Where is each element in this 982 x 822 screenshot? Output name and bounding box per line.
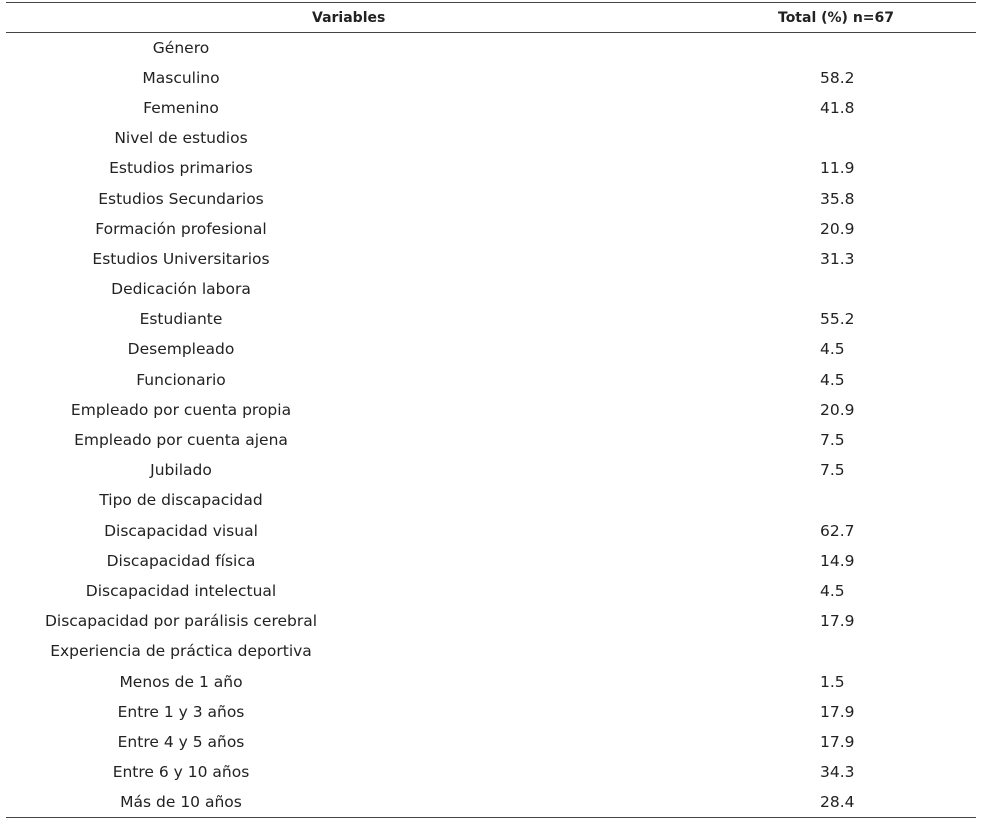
table-row bbox=[6, 274, 976, 304]
table-row bbox=[6, 787, 976, 817]
header-row bbox=[6, 3, 976, 33]
table-row bbox=[6, 33, 976, 63]
total-percent-cell: 17.9 bbox=[820, 732, 855, 751]
total-percent-cell: 20.9 bbox=[820, 219, 855, 238]
table-row bbox=[6, 334, 976, 364]
variable-label: Entre 4 y 5 años bbox=[117, 732, 245, 751]
total-percent-cell bbox=[698, 485, 976, 515]
table-row bbox=[6, 606, 976, 636]
total-percent-cell: 28.4 bbox=[698, 787, 976, 817]
table-row bbox=[6, 244, 976, 274]
table-row bbox=[6, 576, 976, 606]
total-percent-cell: 31.3 bbox=[820, 249, 855, 268]
table-row bbox=[6, 214, 976, 244]
variable-label: Jubilado bbox=[150, 461, 212, 480]
category-label: Dedicación labora bbox=[111, 280, 251, 299]
total-percent-cell bbox=[698, 636, 976, 666]
variable-label: Estudios Secundarios bbox=[98, 189, 264, 208]
header-total: Total (%) n=67 bbox=[698, 3, 976, 33]
table-row bbox=[6, 485, 976, 515]
total-percent-cell bbox=[698, 123, 976, 153]
variable-label: Discapacidad intelectual bbox=[85, 581, 277, 600]
table-row bbox=[6, 757, 976, 787]
table-row bbox=[6, 697, 976, 727]
variable-label: Desempleado bbox=[127, 340, 235, 359]
category-label: Género bbox=[152, 38, 210, 57]
table-row bbox=[6, 636, 976, 666]
variable-label: Más de 10 años bbox=[6, 787, 698, 817]
table-row bbox=[6, 727, 976, 757]
table-row bbox=[6, 365, 976, 395]
total-percent-cell: 20.9 bbox=[820, 400, 855, 419]
table-row bbox=[6, 93, 976, 123]
variable-label: Empleado por cuenta ajena bbox=[74, 431, 288, 450]
variable-label: Entre 6 y 10 años bbox=[112, 763, 250, 782]
total-percent-cell: 58.2 bbox=[820, 68, 855, 87]
variable-label: Estudiante bbox=[139, 310, 223, 329]
table-row bbox=[6, 304, 976, 334]
variable-label: Menos de 1 año bbox=[119, 672, 243, 691]
table-row bbox=[6, 395, 976, 425]
variable-label: Discapacidad visual bbox=[104, 521, 258, 540]
total-percent-cell: 11.9 bbox=[820, 159, 855, 178]
total-percent-cell: 14.9 bbox=[820, 551, 855, 570]
category-label: Experiencia de práctica deportiva bbox=[50, 642, 312, 661]
total-percent-cell bbox=[698, 33, 976, 63]
variable-label: Funcionario bbox=[136, 370, 226, 389]
total-percent-cell: 4.5 bbox=[820, 370, 845, 389]
total-percent-cell: 17.9 bbox=[820, 612, 855, 631]
variable-label: Estudios Universitarios bbox=[92, 249, 270, 268]
demographics-table-container bbox=[6, 0, 976, 818]
category-label: Nivel de estudios bbox=[114, 129, 248, 148]
table-row bbox=[6, 516, 976, 546]
variable-label: Discapacidad por parálisis cerebral bbox=[44, 612, 318, 631]
total-percent-cell: 4.5 bbox=[820, 340, 845, 359]
variable-label: Empleado por cuenta propia bbox=[70, 400, 292, 419]
total-percent-cell: 34.3 bbox=[820, 763, 855, 782]
demographics-table bbox=[6, 2, 976, 818]
table-row bbox=[6, 425, 976, 455]
total-percent-cell: 7.5 bbox=[820, 431, 845, 450]
total-percent-cell: 4.5 bbox=[820, 581, 845, 600]
total-percent-cell: 62.7 bbox=[820, 521, 855, 540]
variable-label: Femenino bbox=[143, 98, 219, 117]
table-body bbox=[6, 33, 976, 818]
category-label: Tipo de discapacidad bbox=[99, 491, 263, 510]
variable-label: Estudios primarios bbox=[109, 159, 253, 178]
header-variables: Variables bbox=[6, 3, 698, 33]
table-row bbox=[6, 183, 976, 213]
table-row bbox=[6, 666, 976, 696]
total-percent-cell bbox=[698, 274, 976, 304]
total-percent-cell: 41.8 bbox=[820, 98, 855, 117]
table-header bbox=[6, 3, 976, 33]
total-percent-cell: 35.8 bbox=[820, 189, 855, 208]
total-percent-cell: 17.9 bbox=[820, 702, 855, 721]
table-row bbox=[6, 546, 976, 576]
table-row bbox=[6, 153, 976, 183]
table-row bbox=[6, 455, 976, 485]
total-percent-cell: 7.5 bbox=[820, 461, 845, 480]
variable-label: Discapacidad física bbox=[106, 551, 256, 570]
variable-label: Formación profesional bbox=[95, 219, 267, 238]
total-percent-cell: 55.2 bbox=[820, 310, 855, 329]
table-row bbox=[6, 63, 976, 93]
variable-label: Entre 1 y 3 años bbox=[117, 702, 245, 721]
total-percent-cell: 1.5 bbox=[820, 672, 845, 691]
table-row bbox=[6, 123, 976, 153]
variable-label: Masculino bbox=[142, 68, 220, 87]
